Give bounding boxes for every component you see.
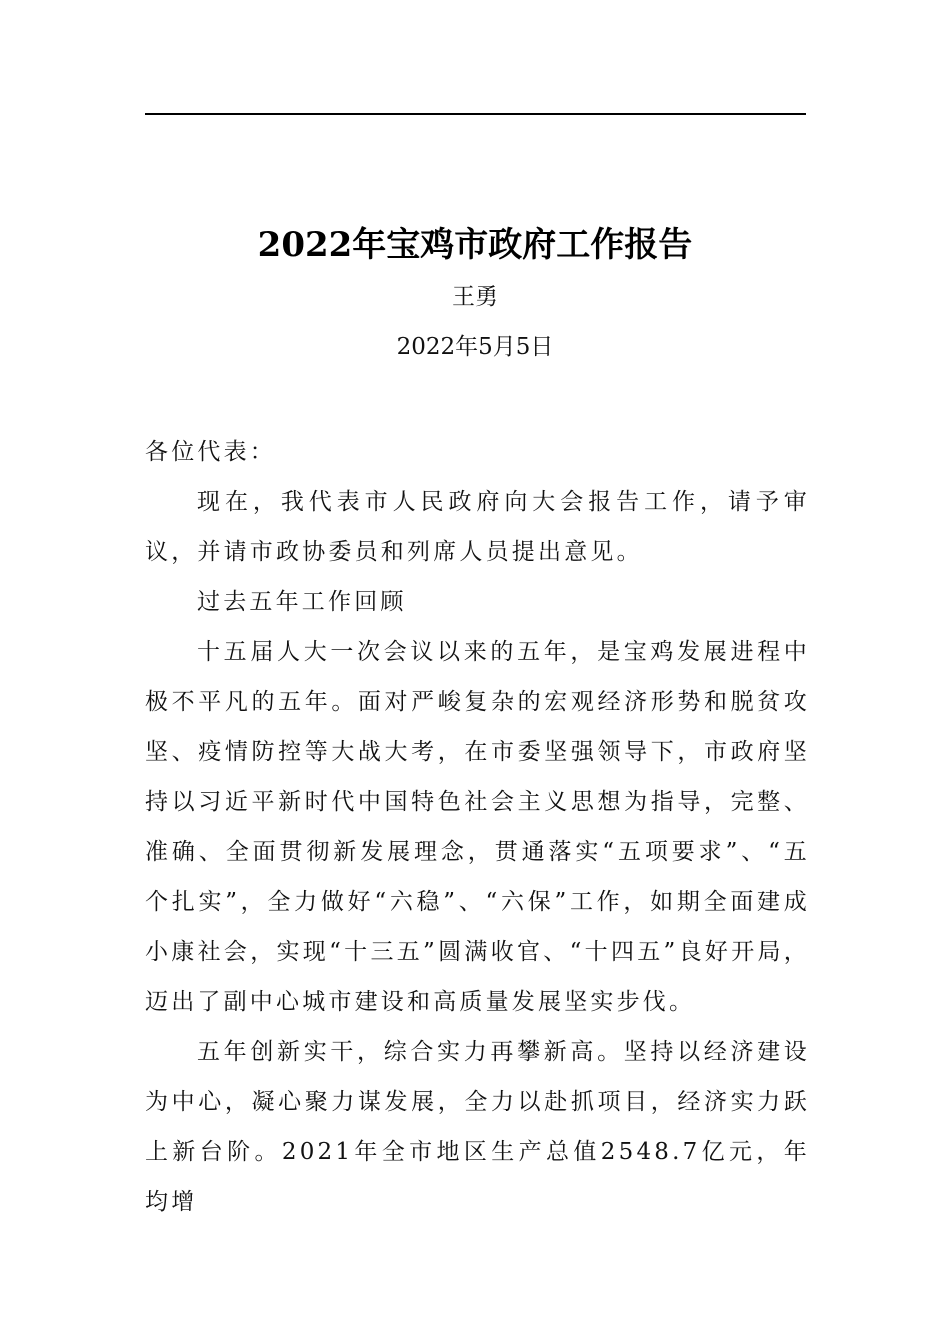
- document-title: 2022年宝鸡市政府工作报告: [257, 225, 693, 265]
- paragraph-intro: 现在，我代表市人民政府向大会报告工作，请予审议，并请市政协委员和列席人员提出意见。: [145, 489, 810, 565]
- header-rule: [145, 113, 806, 115]
- document-author: 王勇: [452, 284, 498, 310]
- document-date: 2022年5月5日: [396, 334, 554, 360]
- paragraph-economy: 五年创新实干，综合实力再攀新高。坚持以经济建设为中心，凝心聚力谋发展，全力以赴抓项目，经济实力跃上新台阶。2021年全市地区生产总值2548.7亿元，年均增: [145, 1039, 810, 1215]
- document-body: [145, 427, 810, 1227]
- salutation: 各位代表：: [145, 439, 276, 465]
- section-heading: 过去五年工作回顾: [197, 589, 407, 615]
- paragraph-review: 十五届人大一次会议以来的五年，是宝鸡发展进程中极不平凡的五年。面对严峻复杂的宏观经济形势和脱贫攻坚、疫情防控等大战大考，在市委坚强领导下，市政府坚持以习近平新时代中国特色社会主义思想为指导，完整、准确、全面贯彻新发展理念，贯通落实“五项要求”、“五个扎实”，全力做好“六稳”、“六保”工作，如期全面建成小康社会，实现“十三五”圆满收官、“十四五”良好开局，迈出了副中心城市建设和高质量发展坚实步伐。: [145, 639, 810, 1015]
